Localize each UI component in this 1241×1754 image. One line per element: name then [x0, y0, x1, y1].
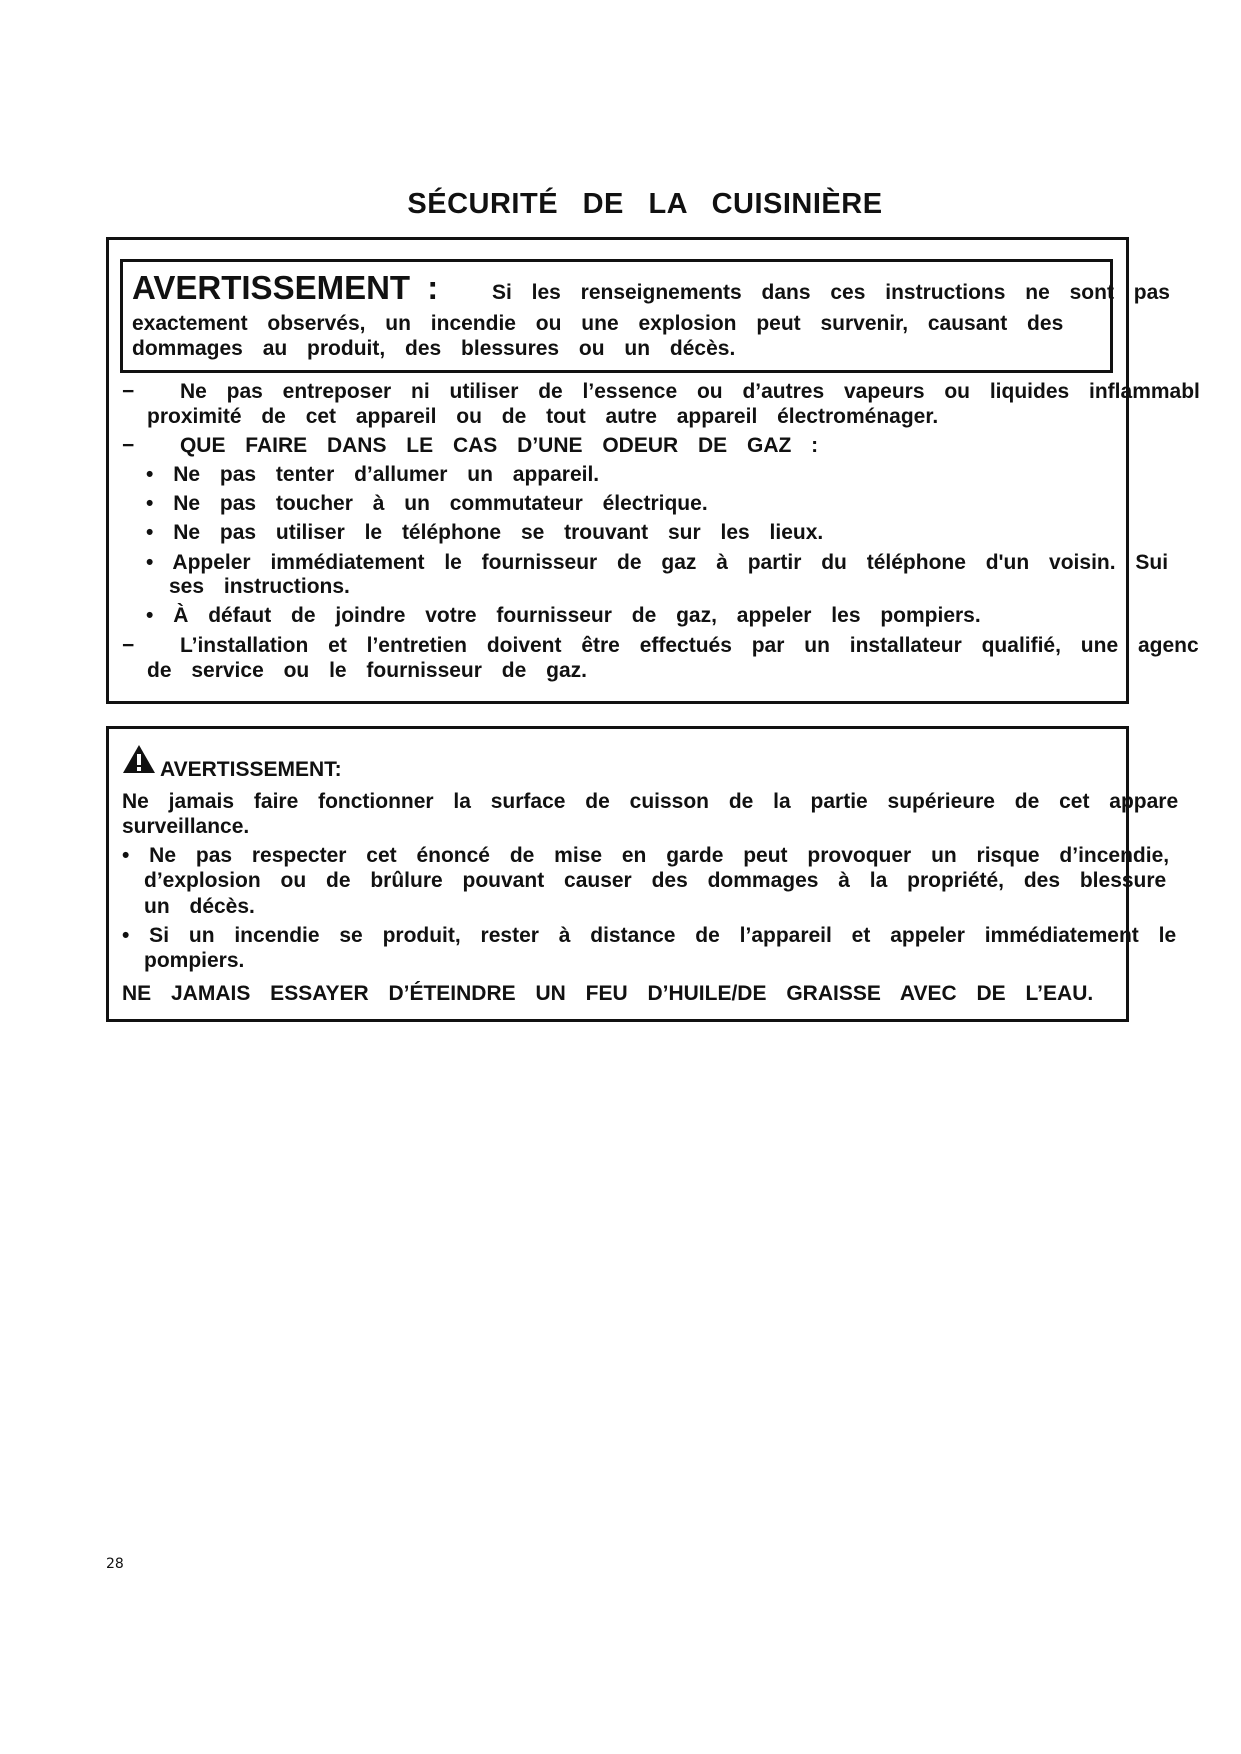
dash-item-installation: L’installation et l’entretien doivent être effectués par un installateur qualifié, une agenc: [179, 634, 1199, 657]
dash-symbol: −: [122, 434, 135, 457]
inner-line-2: exactement observés, un incendie ou une explosion peut survenir, causant des: [132, 312, 1064, 335]
box2-final-warning: NE JAMAIS ESSAYER D’ÉTEINDRE UN FEU D’HUILE/DE GRAISSE AVEC DE L’EAU.: [122, 982, 1094, 1005]
inner-line-3: dommages au produit, des blessures ou un décès.: [132, 337, 736, 360]
gas-odor-heading: QUE FAIRE DANS LE CAS D’UNE ODEUR DE GAZ :: [179, 434, 819, 457]
bullet-symbol: •: [146, 604, 154, 627]
dash-item-storage: Ne pas entreposer ni utiliser de l’essence ou d’autres vapeurs ou liquides inflammabl: [179, 380, 1200, 403]
bullet-symbol: •: [146, 521, 154, 544]
warning-box-cooking-content: [110, 729, 1200, 1019]
box2-line: • Ne pas respecter cet énoncé de mise en garde peut provoquer un risque d’incendie,: [122, 844, 1170, 867]
page-title: SÉCURITÉ DE LA CUISINIÈRE: [407, 188, 883, 220]
box2-line: Ne jamais faire fonctionner la surface de cuisson de la partie supérieure de cet appare: [122, 790, 1179, 813]
page-number: 28: [106, 1556, 124, 1572]
dash-symbol: −: [122, 380, 135, 403]
warning-box-gas-content: [110, 262, 1200, 700]
warning-triangle-icon: [122, 744, 156, 774]
box2-line: • Si un incendie se produit, rester à distance de l’appareil et appeler immédiatement le: [122, 924, 1177, 947]
box2-line: un décès.: [144, 895, 255, 918]
dash-symbol: −: [122, 634, 135, 657]
dash-item-storage-cont: proximité de cet appareil ou de tout autre appareil électroménager.: [147, 405, 939, 428]
bullet-item-cont: ses instructions.: [169, 575, 350, 598]
bullet-item: Ne pas toucher à un commutateur électrique.: [173, 492, 708, 515]
bullet-symbol: •: [146, 551, 154, 574]
box2-line: surveillance.: [122, 815, 250, 838]
bullet-symbol: •: [146, 463, 154, 486]
dash-item-installation-cont: de service ou le fournisseur de gaz.: [147, 659, 587, 682]
avertissement-heading: AVERTISSEMENT :: [132, 269, 439, 306]
bullet-item: À défaut de joindre votre fournisseur de gaz, appeler les pompiers.: [173, 604, 981, 627]
bullet-item: Ne pas utiliser le téléphone se trouvant sur les lieux.: [173, 521, 824, 544]
box2-line: pompiers.: [144, 949, 245, 972]
bullet-symbol: •: [146, 492, 154, 515]
box2-line: d’explosion ou de brûlure pouvant causer des dommages à la propriété, des blessure: [144, 869, 1167, 892]
avertissement-heading-2: AVERTISSEMENT:: [160, 758, 342, 781]
bullet-item: Appeler immédiatement le fournisseur de gaz à partir du téléphone d'un voisin. Sui: [172, 551, 1169, 574]
bullet-item: Ne pas tenter d’allumer un appareil.: [173, 463, 600, 486]
inner-line-1: Si les renseignements dans ces instructions ne sont pas: [491, 281, 1170, 304]
